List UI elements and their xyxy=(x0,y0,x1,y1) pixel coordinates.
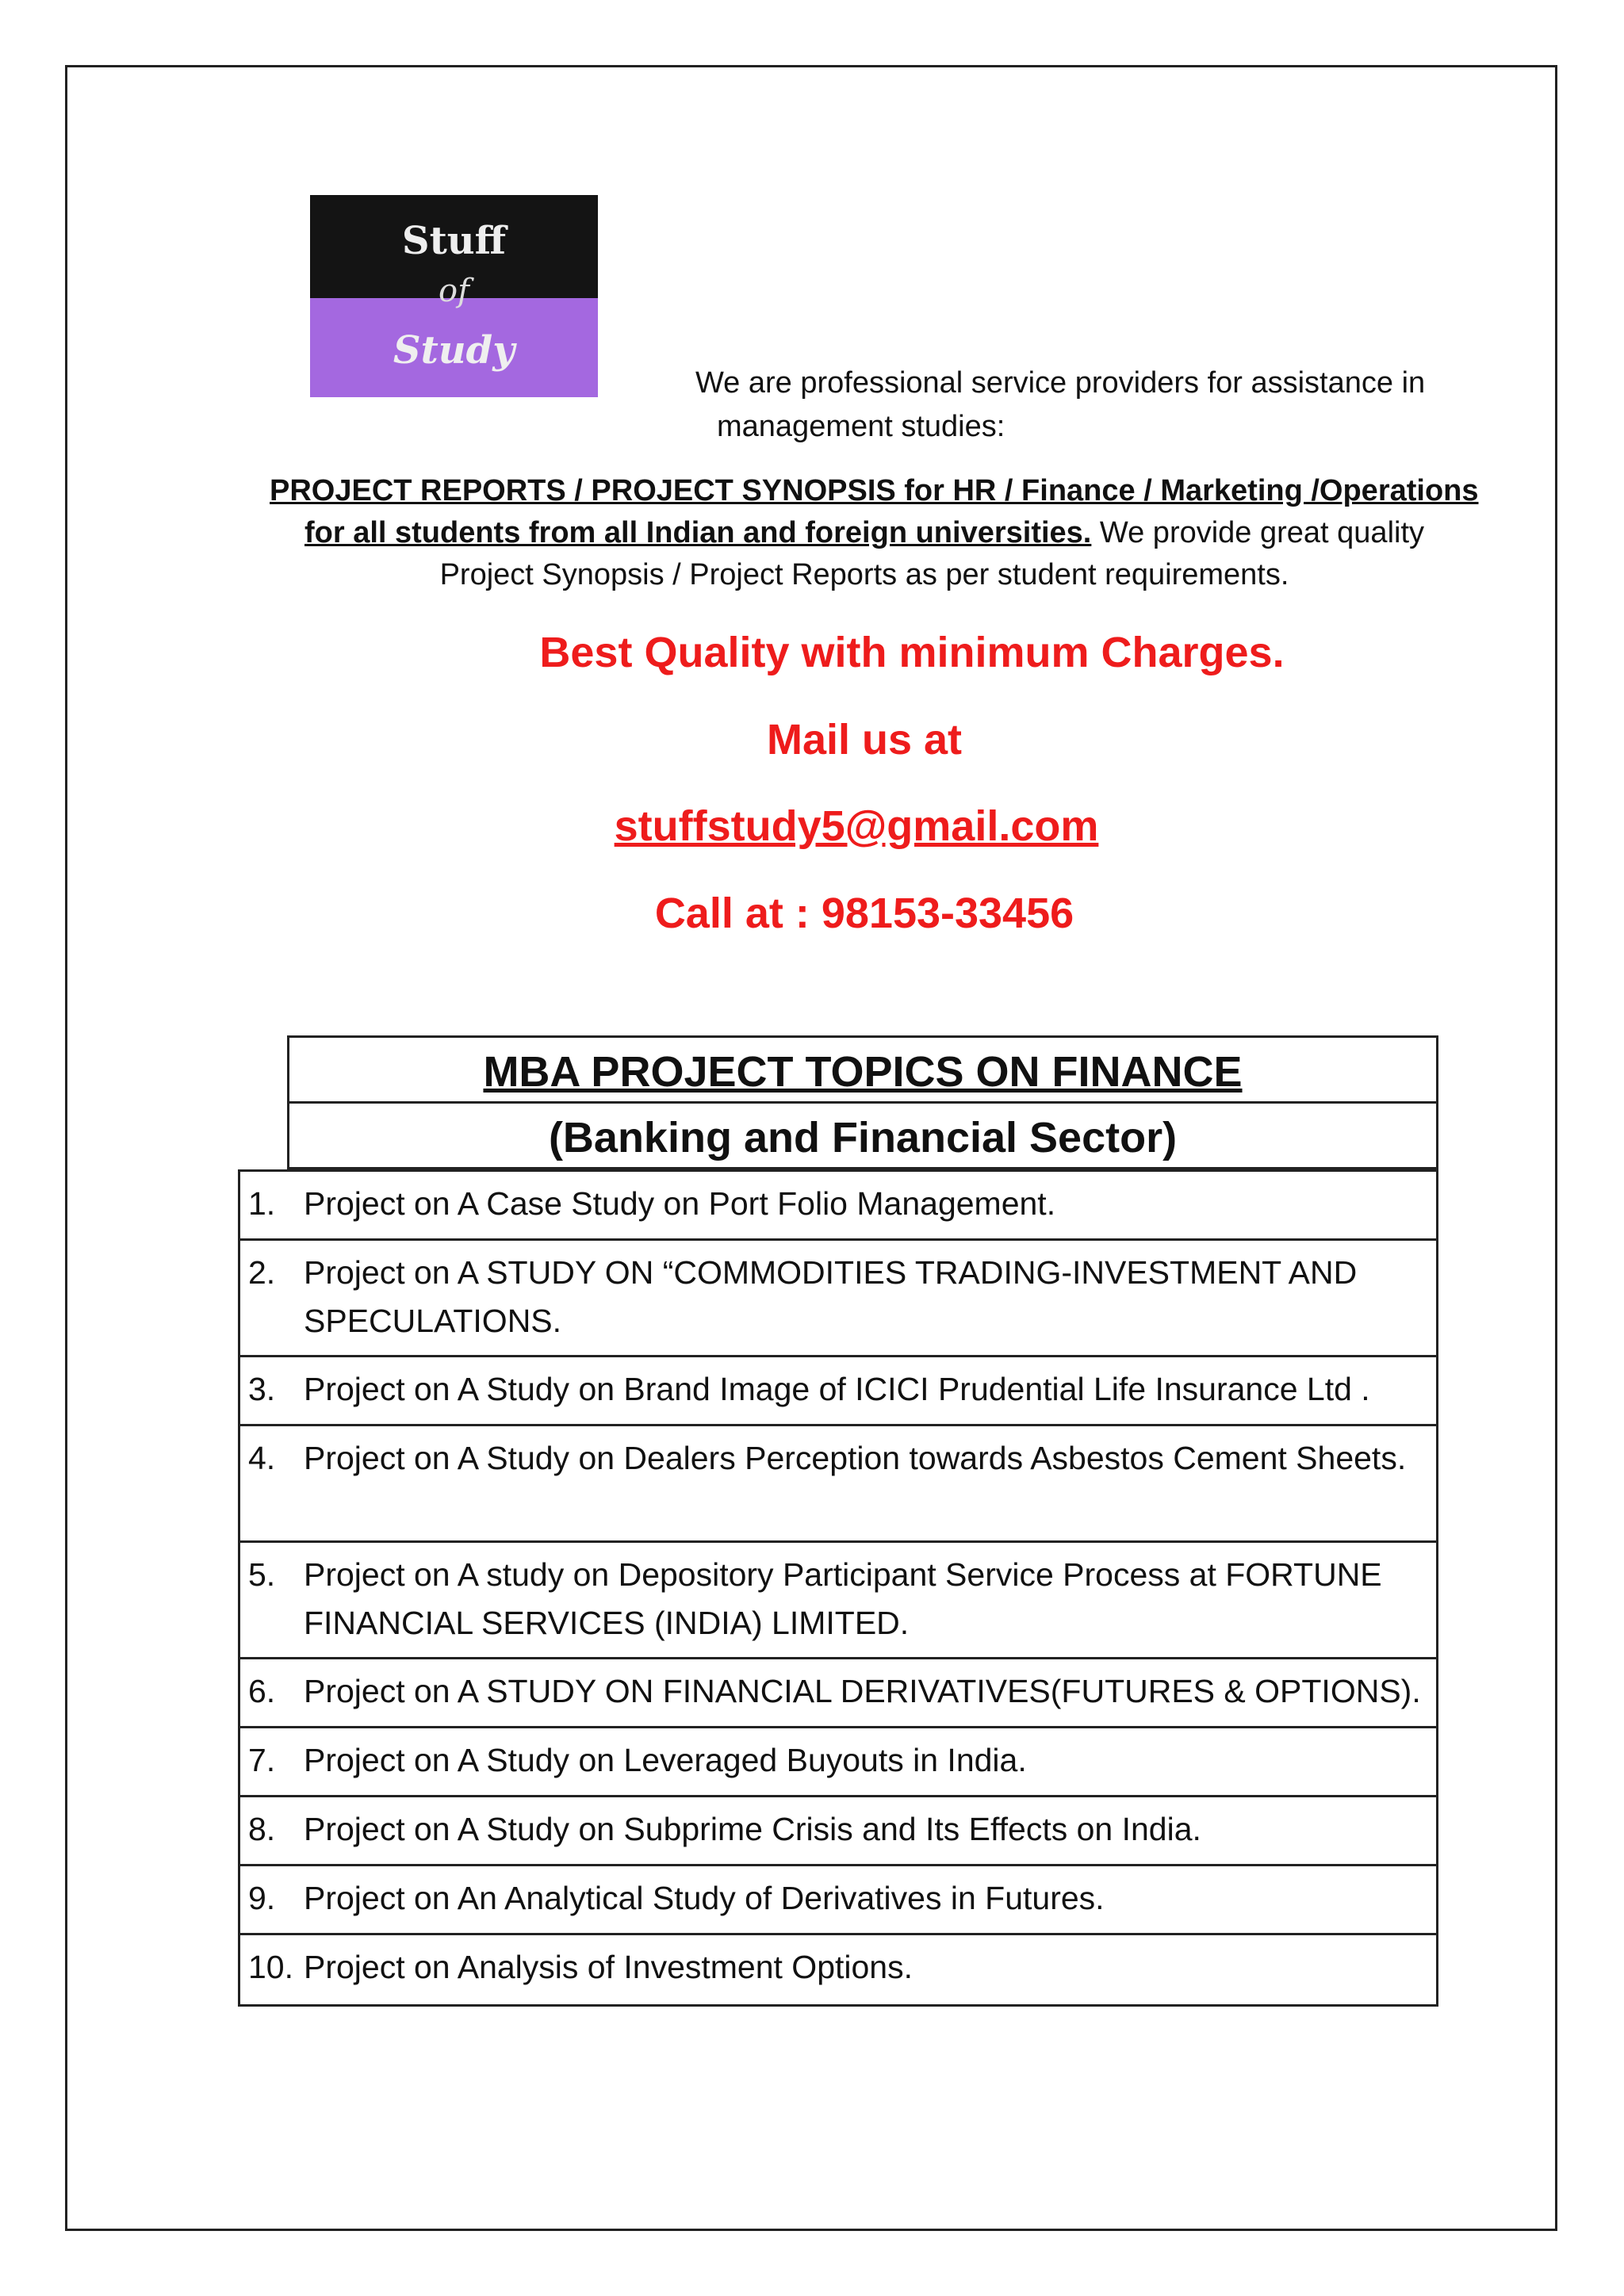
table-title: MBA PROJECT TOPICS ON FINANCE xyxy=(287,1035,1438,1104)
mail-label: Mail us at xyxy=(766,716,963,763)
row-text: Project on A Study on Brand Image of ICICI Prudential Life Insurance Ltd . xyxy=(304,1371,1370,1407)
row-number: 3. xyxy=(248,1371,276,1407)
intro-line-2: management studies: xyxy=(717,410,1005,443)
services-line-3: Project Synopsis / Project Reports as per student requirements. xyxy=(439,558,1289,591)
topics-table xyxy=(238,1169,1438,2007)
services-line-2-rest: We provide great quality xyxy=(1091,516,1425,549)
phone-number: Call at : 98153-33456 xyxy=(654,890,1074,937)
services-line-2 xyxy=(270,516,1459,550)
table-row xyxy=(240,1797,1436,1866)
row-text: Project on A STUDY ON “COMMODITIES TRADING-INVESTMENT AND SPECULATIONS. xyxy=(304,1254,1358,1339)
table-row xyxy=(240,1935,1436,2004)
row-number: 7. xyxy=(248,1742,276,1778)
services-bold-1: PROJECT REPORTS / PROJECT SYNOPSIS for HR / Finance / Marketing /Operations xyxy=(270,474,1479,507)
intro-line-1: We are professional service providers for assistance in xyxy=(695,366,1426,400)
table-row xyxy=(240,1659,1436,1728)
row-text: Project on A STUDY ON FINANCIAL DERIVATIVES(FUTURES & OPTIONS). xyxy=(304,1673,1421,1709)
row-number: 4. xyxy=(248,1440,276,1476)
table-row xyxy=(240,1543,1436,1659)
row-text: Project on A Study on Leveraged Buyouts in India. xyxy=(304,1742,1027,1778)
row-text: Project on A Study on Dealers Perception towards Asbestos Cement Sheets. xyxy=(304,1440,1407,1476)
row-text: Project on Analysis of Investment Options. xyxy=(304,1949,913,1985)
services-line-1 xyxy=(270,474,1479,508)
row-number: 2. xyxy=(248,1254,276,1291)
logo-word-study: Study xyxy=(393,328,515,373)
services-bold-2: for all students from all Indian and foreign universities. xyxy=(304,516,1092,549)
tagline: Best Quality with minimum Charges. xyxy=(539,629,1285,676)
row-number: 8. xyxy=(248,1811,276,1847)
row-number: 5. xyxy=(248,1556,276,1593)
row-number: 6. xyxy=(248,1673,276,1709)
logo-word-of: of xyxy=(439,273,469,309)
table-row xyxy=(240,1241,1436,1357)
row-text: Project on A study on Depository Participant Service Process at FORTUNE FINANCIAL SERVICES (INDIA) LIMITED. xyxy=(304,1556,1382,1641)
table-subtitle: (Banking and Financial Sector) xyxy=(287,1101,1438,1169)
row-text: Project on An Analytical Study of Derivatives in Futures. xyxy=(304,1880,1105,1916)
table-row xyxy=(240,1426,1436,1543)
row-number: 10. xyxy=(248,1949,293,1985)
table-row xyxy=(240,1172,1436,1241)
table-row xyxy=(240,1866,1436,1935)
stuff-of-study-logo xyxy=(310,195,598,397)
email-link[interactable]: stuffstudy5@gmail.com xyxy=(614,802,1099,850)
table-row xyxy=(240,1728,1436,1797)
table-row xyxy=(240,1357,1436,1426)
row-number: 9. xyxy=(248,1880,276,1916)
row-text: Project on A Study on Subprime Crisis and Its Effects on India. xyxy=(304,1811,1201,1847)
row-number: 1. xyxy=(248,1185,276,1222)
row-text: Project on A Case Study on Port Folio Management. xyxy=(304,1185,1056,1222)
logo-word-stuff: Stuff xyxy=(401,219,507,263)
